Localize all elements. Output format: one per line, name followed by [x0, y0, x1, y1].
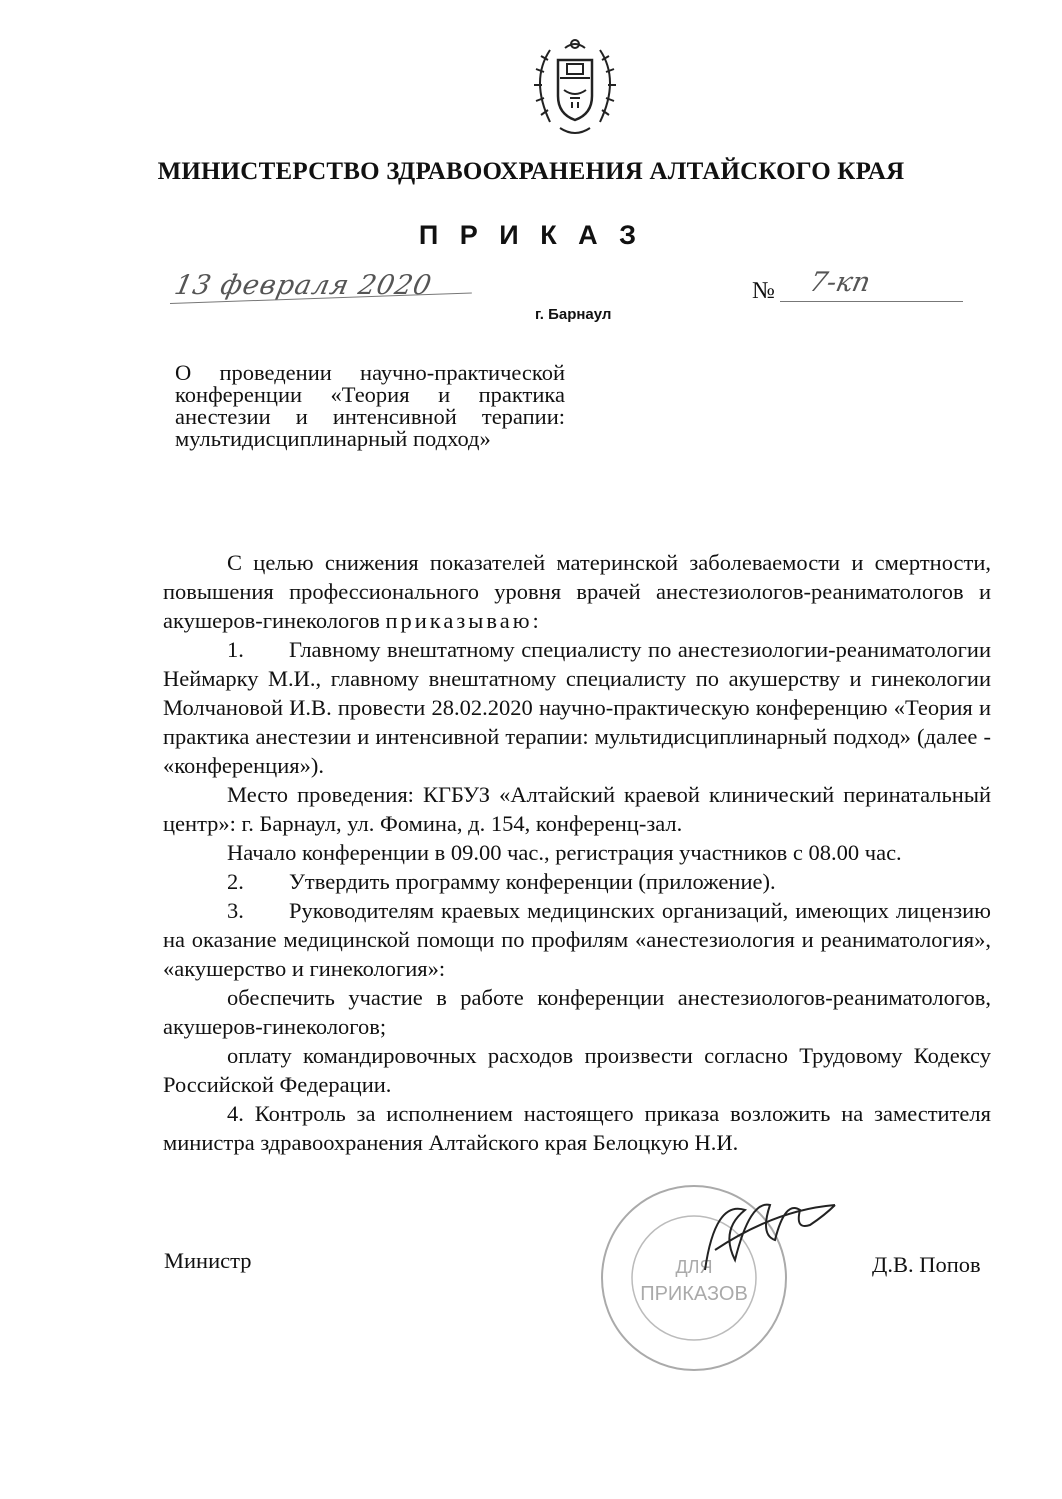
venue-paragraph: Место проведения: КГБУЗ «Алтайский краевой клинический перинатальный центр»: г. Барнаул, ул. Фомина, д. 154, конференц-зал. [163, 782, 991, 836]
item-3-b: оплату командировочных расходов произвести согласно Трудовому Кодексу Российской Федерации. [163, 1043, 991, 1097]
number-underline [780, 301, 963, 302]
item-3-number: 3. [227, 898, 244, 923]
preamble-paragraph [163, 548, 991, 635]
order-body [163, 548, 991, 1157]
svg-text:ПРИКАЗОВ: ПРИКАЗОВ [640, 1283, 748, 1305]
item-1-number: 1. [227, 637, 244, 662]
preamble-colon: : [532, 608, 539, 633]
item-2-text: Утвердить программу конференции (приложение). [289, 869, 776, 894]
start-time-paragraph: Начало конференции в 09.00 час., регистрация участников с 08.00 час. [227, 840, 902, 865]
signatory-role: Министр [164, 1248, 252, 1273]
order-title: П Р И К А З [418, 220, 644, 250]
item-3-a: обеспечить участие в работе конференции анестезиологов-реаниматологов, акушеров-гинекологов; [163, 985, 991, 1039]
item-2 [163, 867, 991, 896]
preamble-text: С целью снижения показателей материнской заболеваемости и смертности, повышения профессионального уровня врачей анестезиологов-реаниматологов и акушеров-гинекологов [163, 550, 991, 633]
svg-text:ДЛЯ: ДЛЯ [675, 1257, 713, 1277]
handwritten-order-number: 7-кп [806, 267, 874, 298]
item-1-text: Главному внештатному специалисту по анестезиологии-реаниматологии Неймарку М.И., главному внештатному специалисту по акушерству и гинекологии Молчановой И.В. провести 28.02.2020 научно-практическую конференцию «Теория и практика анестезии и интенсивной терапии: мультидисциплинарный подход» (далее - «конференция»). [163, 637, 991, 778]
order-subject: О проведении научно-практической конференции «Теория и практика анестезии и интенсивной терапии: мультидисциплинарный подход» [175, 360, 565, 451]
handwritten-date: 13 февраля 2020 [171, 270, 435, 301]
item-3 [163, 896, 991, 983]
city: г. Барнаул [535, 306, 612, 323]
coat-of-arms-icon [520, 30, 630, 142]
ministry-name: МИНИСТЕРСТВО ЗДРАВООХРАНЕНИЯ АЛТАЙСКОГО КРАЯ [157, 158, 905, 185]
signatory-name: Д.В. Попов [872, 1252, 981, 1277]
number-sign: № [752, 278, 775, 304]
order-verb: приказываю [385, 608, 533, 633]
item-4: 4. Контроль за исполнением настоящего приказа возложить на заместителя министра здравоохранения Алтайского края Белоцкую Н.И. [163, 1101, 991, 1155]
item-2-number: 2. [227, 869, 244, 894]
item-1 [163, 635, 991, 780]
signature-icon [685, 1180, 845, 1290]
item-3-text: Руководителям краевых медицинских организаций, имеющих лицензию на оказание медицинской помощи по профилям «анестезиология и реаниматология», «акушерство и гинекология»: [163, 898, 991, 981]
